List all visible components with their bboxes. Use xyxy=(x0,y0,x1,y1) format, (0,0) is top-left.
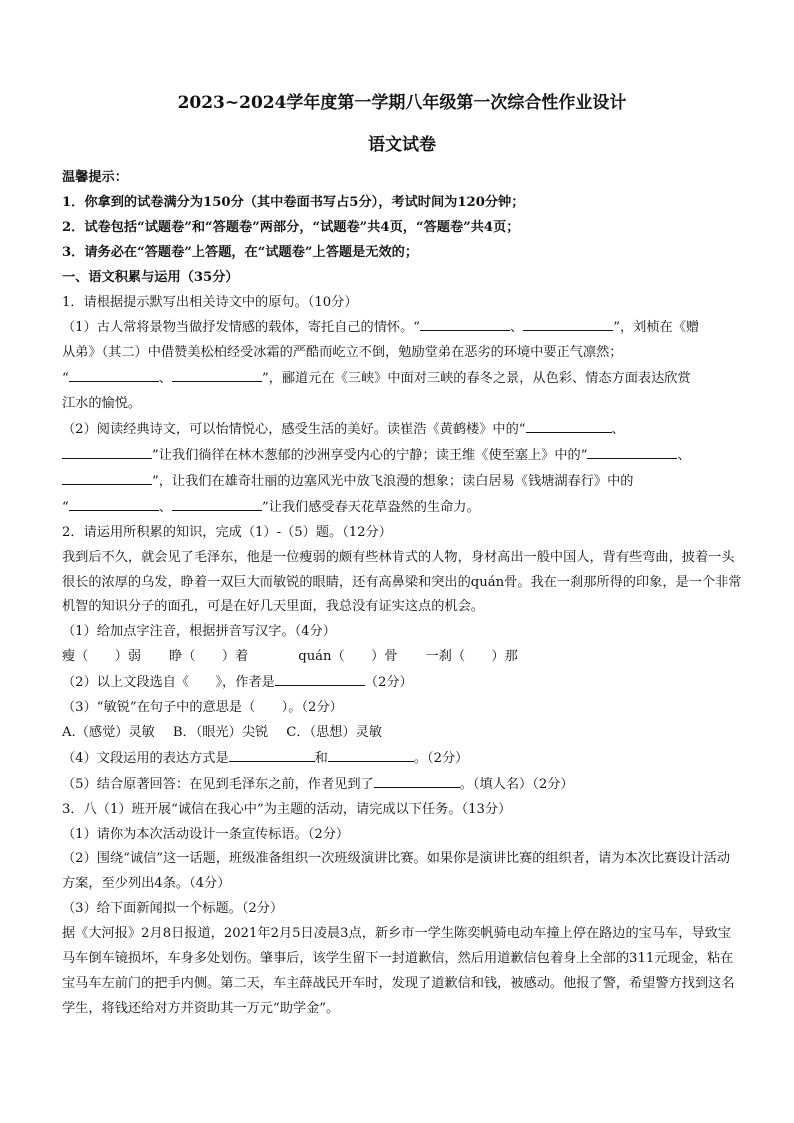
question-1-part1-cont: 从弟》（其二）中借赞美松柏经受冰霜的严酷而屹立不倒，勉励堂弟在恶劣的环境中要正气凛然； xyxy=(62,345,623,361)
question-1-part2-cont xyxy=(62,469,742,495)
tip-item: 2．试卷包括“试题卷”和“答题卷”两部分，“试题卷”共4页，“答题卷”共4页； xyxy=(62,219,520,235)
section-heading: 一、语文积累与运用（35分） xyxy=(62,269,239,285)
option-a: A.（感觉）灵敏 xyxy=(62,724,155,740)
exam-page xyxy=(62,92,742,1022)
question-3-sub1: （1）请你为本次活动设计一条宣传标语。（2分） xyxy=(62,826,350,842)
pinyin-item: 睁（ ）着 xyxy=(169,649,249,665)
question-3-stem: 3．八（1）班开展“诚信在我心中”为主题的活动，请完成以下任务。（13分） xyxy=(62,801,512,817)
question-2-sub2 xyxy=(62,670,742,696)
question-1-part2-cont xyxy=(62,495,742,521)
question-2-passage: 我到后不久，就会见了毛泽东，他是一位瘦弱的颇有些林肯式的人物，身材高出一般中国人，背有些弯曲，披着一头很长的浓厚的乌发，睁着一双巨大而敏锐的眼睛，还有高鼻梁和突出的quán骨。我在一刹那所得的印象，是一个非常机智的知识分子的面孔，可是在好几天里面，我总没有证实这点的机会。 xyxy=(62,549,742,615)
text: 。（2分） xyxy=(413,750,469,766)
answer-blank[interactable] xyxy=(62,443,152,459)
answer-blank[interactable] xyxy=(275,670,365,686)
question-2-sub1: （1）给加点字注音，根据拼音写汉字。（4分） xyxy=(62,624,336,640)
text: 、 xyxy=(158,499,172,515)
text: （4）文段运用的表达方式是 xyxy=(62,750,229,766)
answer-blank[interactable] xyxy=(62,469,152,485)
text: （1）古人常将景物当做抒发情感的载体，寄托自己的情怀。“ xyxy=(62,320,421,336)
question-1-part1 xyxy=(62,315,742,341)
pinyin-item: 瘦（ ）弱 xyxy=(62,649,142,665)
answer-blank[interactable] xyxy=(69,366,159,382)
answer-blank[interactable] xyxy=(229,746,315,762)
text: ”，郦道元在《三峡》中面对三峡的春冬之景，从色彩、情态方面表达欣赏 xyxy=(261,371,691,387)
text: ”，让我们在雄奇壮丽的边塞风光中放飞浪漫的想象；读白居易《钱塘湖春行》中的 xyxy=(152,473,634,489)
text: ”让我们感受春天花草盎然的生命力。 xyxy=(261,499,480,515)
text: ”，刘桢在《赠 xyxy=(613,320,700,336)
question-2-stem: 2．请运用所积累的知识，完成（1）-（5）题。（12分） xyxy=(62,524,392,540)
question-1-part1-cont xyxy=(62,366,742,392)
answer-blank[interactable] xyxy=(526,417,612,433)
question-1-part2-cont xyxy=(62,443,742,469)
text: （5）结合原著回答：在见到毛泽东之前，作者见到了 xyxy=(62,776,374,792)
tip-item: 3．请务必在“答题卷”上答题，在“试题卷”上答题是无效的； xyxy=(62,244,419,260)
answer-blank[interactable] xyxy=(587,443,677,459)
text: 、 xyxy=(677,447,691,463)
text: 和 xyxy=(314,750,328,766)
question-2-sub3: （3）“敏锐”在句子中的意思是（ ）。（2分） xyxy=(62,700,343,716)
question-2-sub1-items xyxy=(62,645,742,670)
question-3-sub3: （3）给下面新闻拟一个标题。（2分） xyxy=(62,901,284,917)
option-c: C．（思想）灵敏 xyxy=(286,724,383,740)
pinyin-item: quán（ ）骨 xyxy=(298,649,398,665)
text: 、 xyxy=(510,320,524,336)
text: （2）阅读经典诗文，可以怡情悦心，感受生活的美好。读崔浩《黄鹤楼》中的“ xyxy=(62,422,526,438)
text: ”让我们徜徉在林木葱郁的沙洲享受内心的宁静；读王维《使至塞上》中的“ xyxy=(152,447,588,463)
tips-heading: 温馨提示： xyxy=(62,170,128,185)
answer-blank[interactable] xyxy=(420,315,510,331)
text: 、 xyxy=(611,422,625,438)
question-1-part2 xyxy=(62,417,742,443)
question-2-sub3-options xyxy=(62,721,742,746)
option-b: B．（眼光）尖锐 xyxy=(172,724,269,740)
exam-title: 2023~2024学年度第一学期八年级第一次综合性作业设计 xyxy=(177,93,627,113)
news-passage: 据《大河报》2月8日报道，2021年2月5日凌晨3点，新乡市一学生陈奕帆骑电动车撞上停在路边的宝马车，导致宝马车倒车镜损坏，车身多处划伤。肇事后，该学生留下一封道歉信，然后用道歉信包着身上全部的311元现金，粘在宝马车左前门的把手内侧。第二天，车主薛战民开车时，发现了道歉信和钱，被感动。他报了警，希望警方找到这名学生，将钱还给对方并资助其一万元“助学金”。 xyxy=(62,926,735,1016)
text: 。（填人名）（2分） xyxy=(459,776,574,792)
question-2-sub5 xyxy=(62,772,742,798)
answer-blank[interactable] xyxy=(374,772,460,788)
answer-blank[interactable] xyxy=(328,746,414,762)
answer-blank[interactable] xyxy=(523,315,613,331)
question-3-sub2: （2）围绕“诚信”这一话题，班级准备组织一次班级演讲比赛。如果你是演讲比赛的组织者，请为本次比赛设计活动方案，至少列出4条。（4分） xyxy=(62,851,731,892)
text: （2分） xyxy=(364,675,413,691)
question-1-stem: 1．请根据提示默写出相关诗文中的原句。（10分） xyxy=(62,294,358,310)
question-1-part1-cont: 江水的愉悦。 xyxy=(62,396,142,412)
text: “ xyxy=(62,371,69,387)
text: “ xyxy=(62,499,69,515)
answer-blank[interactable] xyxy=(69,495,159,511)
tip-item: 1．你拿到的试卷满分为150分（其中卷面书写占5分），考试时间为120分钟； xyxy=(62,194,525,210)
text: 、 xyxy=(158,371,172,387)
exam-subtitle: 语文试卷 xyxy=(368,135,436,155)
text: （2）以上文段选自《 》，作者是 xyxy=(62,675,275,691)
answer-blank[interactable] xyxy=(172,495,262,511)
question-2-sub4 xyxy=(62,746,742,772)
answer-blank[interactable] xyxy=(172,366,262,382)
pinyin-item: 一刹（ ）那 xyxy=(425,649,518,665)
